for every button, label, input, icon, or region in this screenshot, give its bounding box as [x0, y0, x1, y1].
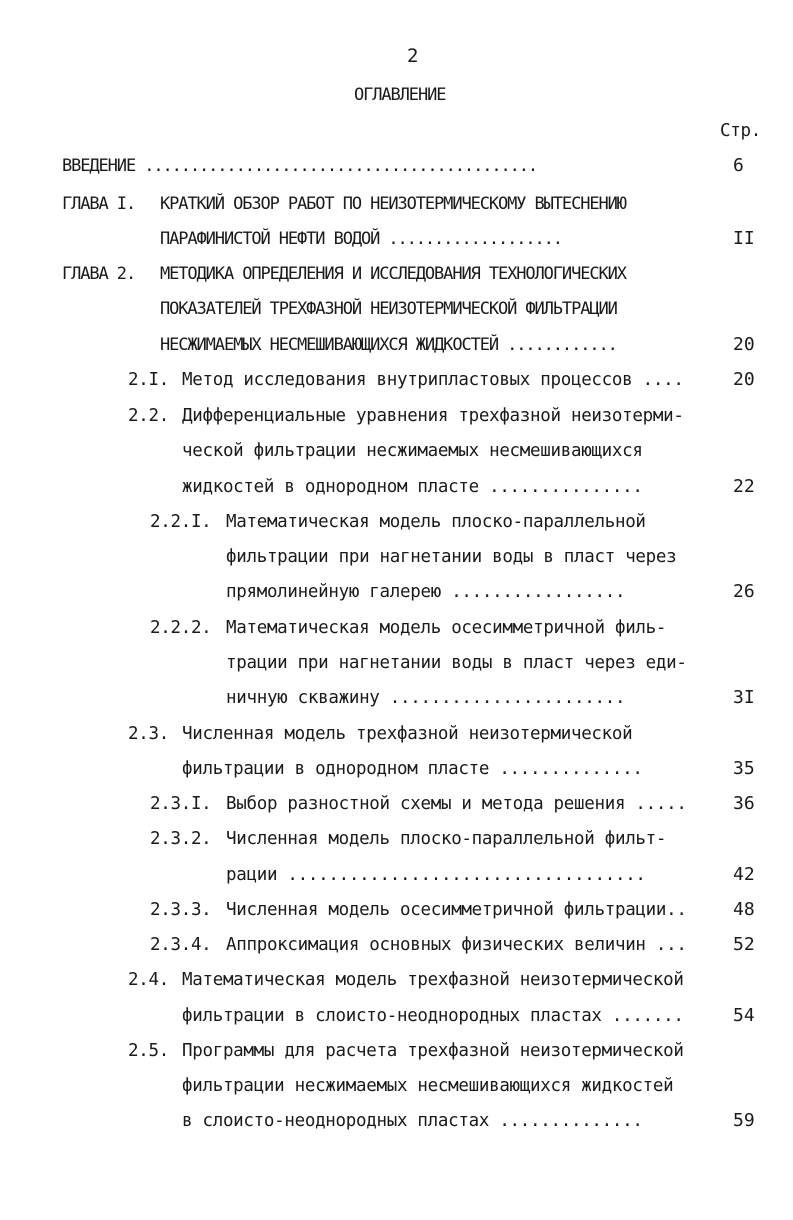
toc-page-number: 3I — [733, 687, 755, 708]
toc-line: фильтрации в слоисто-неоднородных пластах ....... — [182, 1006, 684, 1026]
toc-number: 2.2. — [128, 406, 169, 426]
toc-number: 2.3.4. — [150, 935, 212, 955]
toc-line: Численная модель плоско-параллельной фильт- — [226, 829, 667, 849]
toc-page-number: 35 — [733, 758, 755, 779]
toc-number: ГЛАВА I. — [62, 194, 136, 214]
toc-page-number: 42 — [733, 864, 755, 885]
toc-line: жидкостей в однородном пласте ............... — [182, 477, 643, 497]
toc-line: в слоисто-неоднородных пластах .............. — [182, 1111, 643, 1131]
toc-line: Численная модель трехфазной неизотермической — [182, 724, 633, 744]
toc-number: ГЛАВА 2. — [62, 264, 136, 284]
toc-page-number: 6 — [733, 155, 744, 176]
toc-page-number: 36 — [733, 793, 755, 814]
page-number: 2 — [407, 45, 419, 67]
toc-page-number: II — [733, 228, 755, 249]
toc-line: Математическая модель осесимметричной филь- — [226, 618, 667, 638]
toc-line: НЕСЖИМАЕМЫХ НЕСМЕШИВАЮЩИХСЯ ЖИДКОСТЕЙ ............ — [160, 335, 617, 355]
toc-line: Дифференциальные уравнения трехфазной неизотерми- — [182, 406, 684, 426]
toc-line: Математическая модель плоско-параллельной — [226, 512, 646, 532]
toc-line: КРАТКИЙ ОБЗОР РАБОТ ПО НЕИЗОТЕРМИЧЕСКОМУ ВЫТЕСНЕНИЮ — [160, 194, 626, 214]
toc-line: рации ................................... — [226, 865, 646, 885]
toc-number: 2.3.I. — [150, 794, 212, 814]
toc-page-number: 26 — [733, 581, 755, 602]
toc-page-number: 20 — [733, 369, 755, 390]
toc-page-number: 48 — [733, 899, 755, 920]
toc-line: фильтрации в однородном пласте .............. — [182, 759, 643, 779]
toc-number: 2.5. — [128, 1041, 169, 1061]
toc-line: ПОКАЗАТЕЛЕЙ ТРЕХФАЗНОЙ НЕИЗОТЕРМИЧЕСКОЙ ФИЛЬТРАЦИИ — [160, 299, 617, 319]
toc-number: 2.3.3. — [150, 900, 212, 920]
toc-line: прямолинейную галерею ................. — [226, 582, 626, 602]
toc-page-number: 54 — [733, 1005, 755, 1026]
toc-line: ВВЕДЕНИЕ ........................................... — [62, 156, 538, 176]
toc-line: Аппроксимация основных физических величин ... — [226, 935, 687, 955]
toc-line: Численная модель осесимметричной фильтрации.. — [226, 900, 687, 920]
toc-number: 2.I. — [128, 370, 169, 390]
toc-line: ПАРАФИНИСТОЙ НЕФТИ ВОДОЙ ................... — [160, 229, 562, 249]
toc-line: Математическая модель трехфазной неизотермической — [182, 970, 684, 990]
toc-number: 2.3.2. — [150, 829, 212, 849]
toc-line: Метод исследования внутрипластовых процессов .... — [182, 370, 684, 390]
toc-line: ничную скважину ....................... — [226, 688, 626, 708]
toc-line: МЕТОДИКА ОПРЕДЕЛЕНИЯ И ИССЛЕДОВАНИЯ ТЕХНОЛОГИЧЕСКИХ — [160, 264, 626, 284]
toc-line: трации при нагнетании воды в пласт через еди- — [226, 653, 687, 673]
toc-line: фильтрации при нагнетании воды в пласт через — [226, 547, 677, 567]
toc-page-number: 22 — [733, 476, 755, 497]
toc-page-number: 52 — [733, 934, 755, 955]
toc-title: ОГЛАВЛЕНИЕ — [354, 85, 446, 105]
toc-line: фильтрации несжимаемых несмешивающихся жидкостей — [182, 1076, 674, 1096]
toc-page-number: 59 — [733, 1110, 755, 1131]
toc-line: Программы для расчета трехфазной неизотермической — [182, 1041, 684, 1061]
toc-line: Выбор разностной схемы и метода решения ..... — [226, 794, 687, 814]
toc-number: 2.3. — [128, 724, 169, 744]
toc-number: 2.4. — [128, 970, 169, 990]
toc-number: 2.2.I. — [150, 512, 212, 532]
page-column-header: Стр. — [720, 121, 761, 141]
toc-line: ческой фильтрации несжимаемых несмешивающихся — [182, 441, 643, 461]
toc-number: 2.2.2. — [150, 618, 212, 638]
toc-page-number: 20 — [733, 334, 755, 355]
